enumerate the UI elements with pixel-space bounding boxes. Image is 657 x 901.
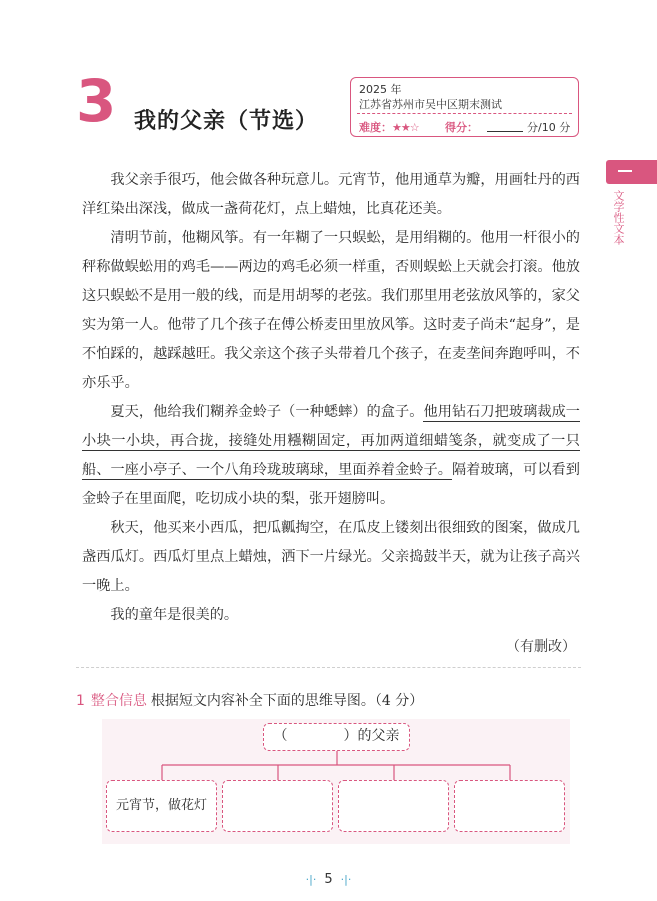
exam-name: 江苏省苏州市吴中区期末测试 — [359, 98, 502, 111]
article-body — [82, 166, 580, 630]
article-paragraph: 清明节前，他糊风筝。有一年糊了一只蜈蚣，是用绢糊的。他用一杆很小的秤称做蜈蚣用的鸡毛——两边的鸡毛必须一样重，否则蜈蚣上天就会打滚。他放这只蜈蚣不是用一般的线，而是用胡琴的老弦。我们那里用老弦放风筝的，家父实为第一人。他带了几个孩子在傅公桥麦田里放风筝。这时麦子尚未“起身”，是不怕踩的，越踩越旺。我父亲这个孩子头带着几个孩子，在麦垄间奔跑呼叫，不亦乐乎。 — [82, 230, 580, 391]
question-text: 根据短文内容补全下面的思维导图。（4 分） — [150, 693, 424, 709]
mind-map-leaf-3-blank[interactable] — [338, 780, 449, 832]
page-number: 5 — [324, 872, 333, 887]
footer-deco-right: ·|· — [340, 873, 352, 886]
difficulty-score-row — [359, 119, 574, 135]
paragraph-text: 隔着玻璃，可以看到金蛉子在里面爬，吃切成小块的梨，张开翅膀叫。 — [82, 462, 580, 507]
score-max: 分/10 分 — [527, 121, 571, 134]
score-label: 得分： — [445, 121, 478, 134]
paragraph-text: 夏天，他给我们糊养金蛉子（一种蟋蟀）的盒子。 — [110, 404, 424, 420]
page-footer — [0, 872, 657, 887]
source-note: （有删改） — [506, 639, 576, 655]
mind-map-leaf-4-blank[interactable] — [454, 780, 565, 832]
difficulty-star-icon: ★★ — [392, 121, 410, 134]
exam-info-box — [350, 77, 579, 137]
question-tag: 整合信息 — [90, 693, 147, 709]
question-1 — [76, 690, 423, 710]
section-divider — [76, 667, 581, 668]
footer-deco-left: ·|· — [305, 873, 317, 886]
exam-year: 2025 年 — [359, 83, 402, 96]
section-label: 文学性文本 — [612, 190, 625, 245]
difficulty-label: 难度： — [359, 121, 392, 134]
mind-map-leaf-2-blank[interactable] — [222, 780, 333, 832]
underlined-sentence: 他用钻石刀把玻璃裁成一小块一小块，再合拢，接缝处用糨糊固定，再加两道细蜡笺条，就变成了一只船、一座小亭子、一个八角玲珑玻璃球，里面养着金蛉子。 — [82, 404, 580, 478]
info-divider — [357, 113, 572, 114]
article-paragraph: 我父亲手很巧，他会做各种玩意儿。元宵节，他用通草为瓣，用画牡丹的西洋红染出深浅，做成一盏荷花灯，点上蜡烛，比真花还美。 — [82, 172, 580, 217]
article-paragraph: 我的童年是很美的。 — [110, 607, 239, 623]
lesson-title: 我的父亲（节选） — [134, 109, 319, 134]
lesson-number: 3 — [76, 67, 117, 135]
mind-map-root-blank[interactable]: （ ）的父亲 — [263, 723, 410, 751]
article-paragraph: 秋天，他买来小西瓜，把瓜瓤掏空，在瓜皮上镂刻出很细致的图案，做成几盏西瓜灯。西瓜灯里点上蜡烛，洒下一片绿光。父亲捣鼓半天，就为让孩子高兴一晚上。 — [82, 520, 580, 594]
question-number: 1 — [76, 693, 85, 709]
mind-map-leaf-1: 元宵节，做花灯 — [106, 780, 217, 832]
section-tab — [606, 160, 657, 184]
article-paragraph — [82, 398, 580, 514]
section-number-mark — [618, 170, 632, 172]
score-blank[interactable] — [487, 131, 523, 132]
empty-star-icon: ☆ — [409, 121, 419, 134]
